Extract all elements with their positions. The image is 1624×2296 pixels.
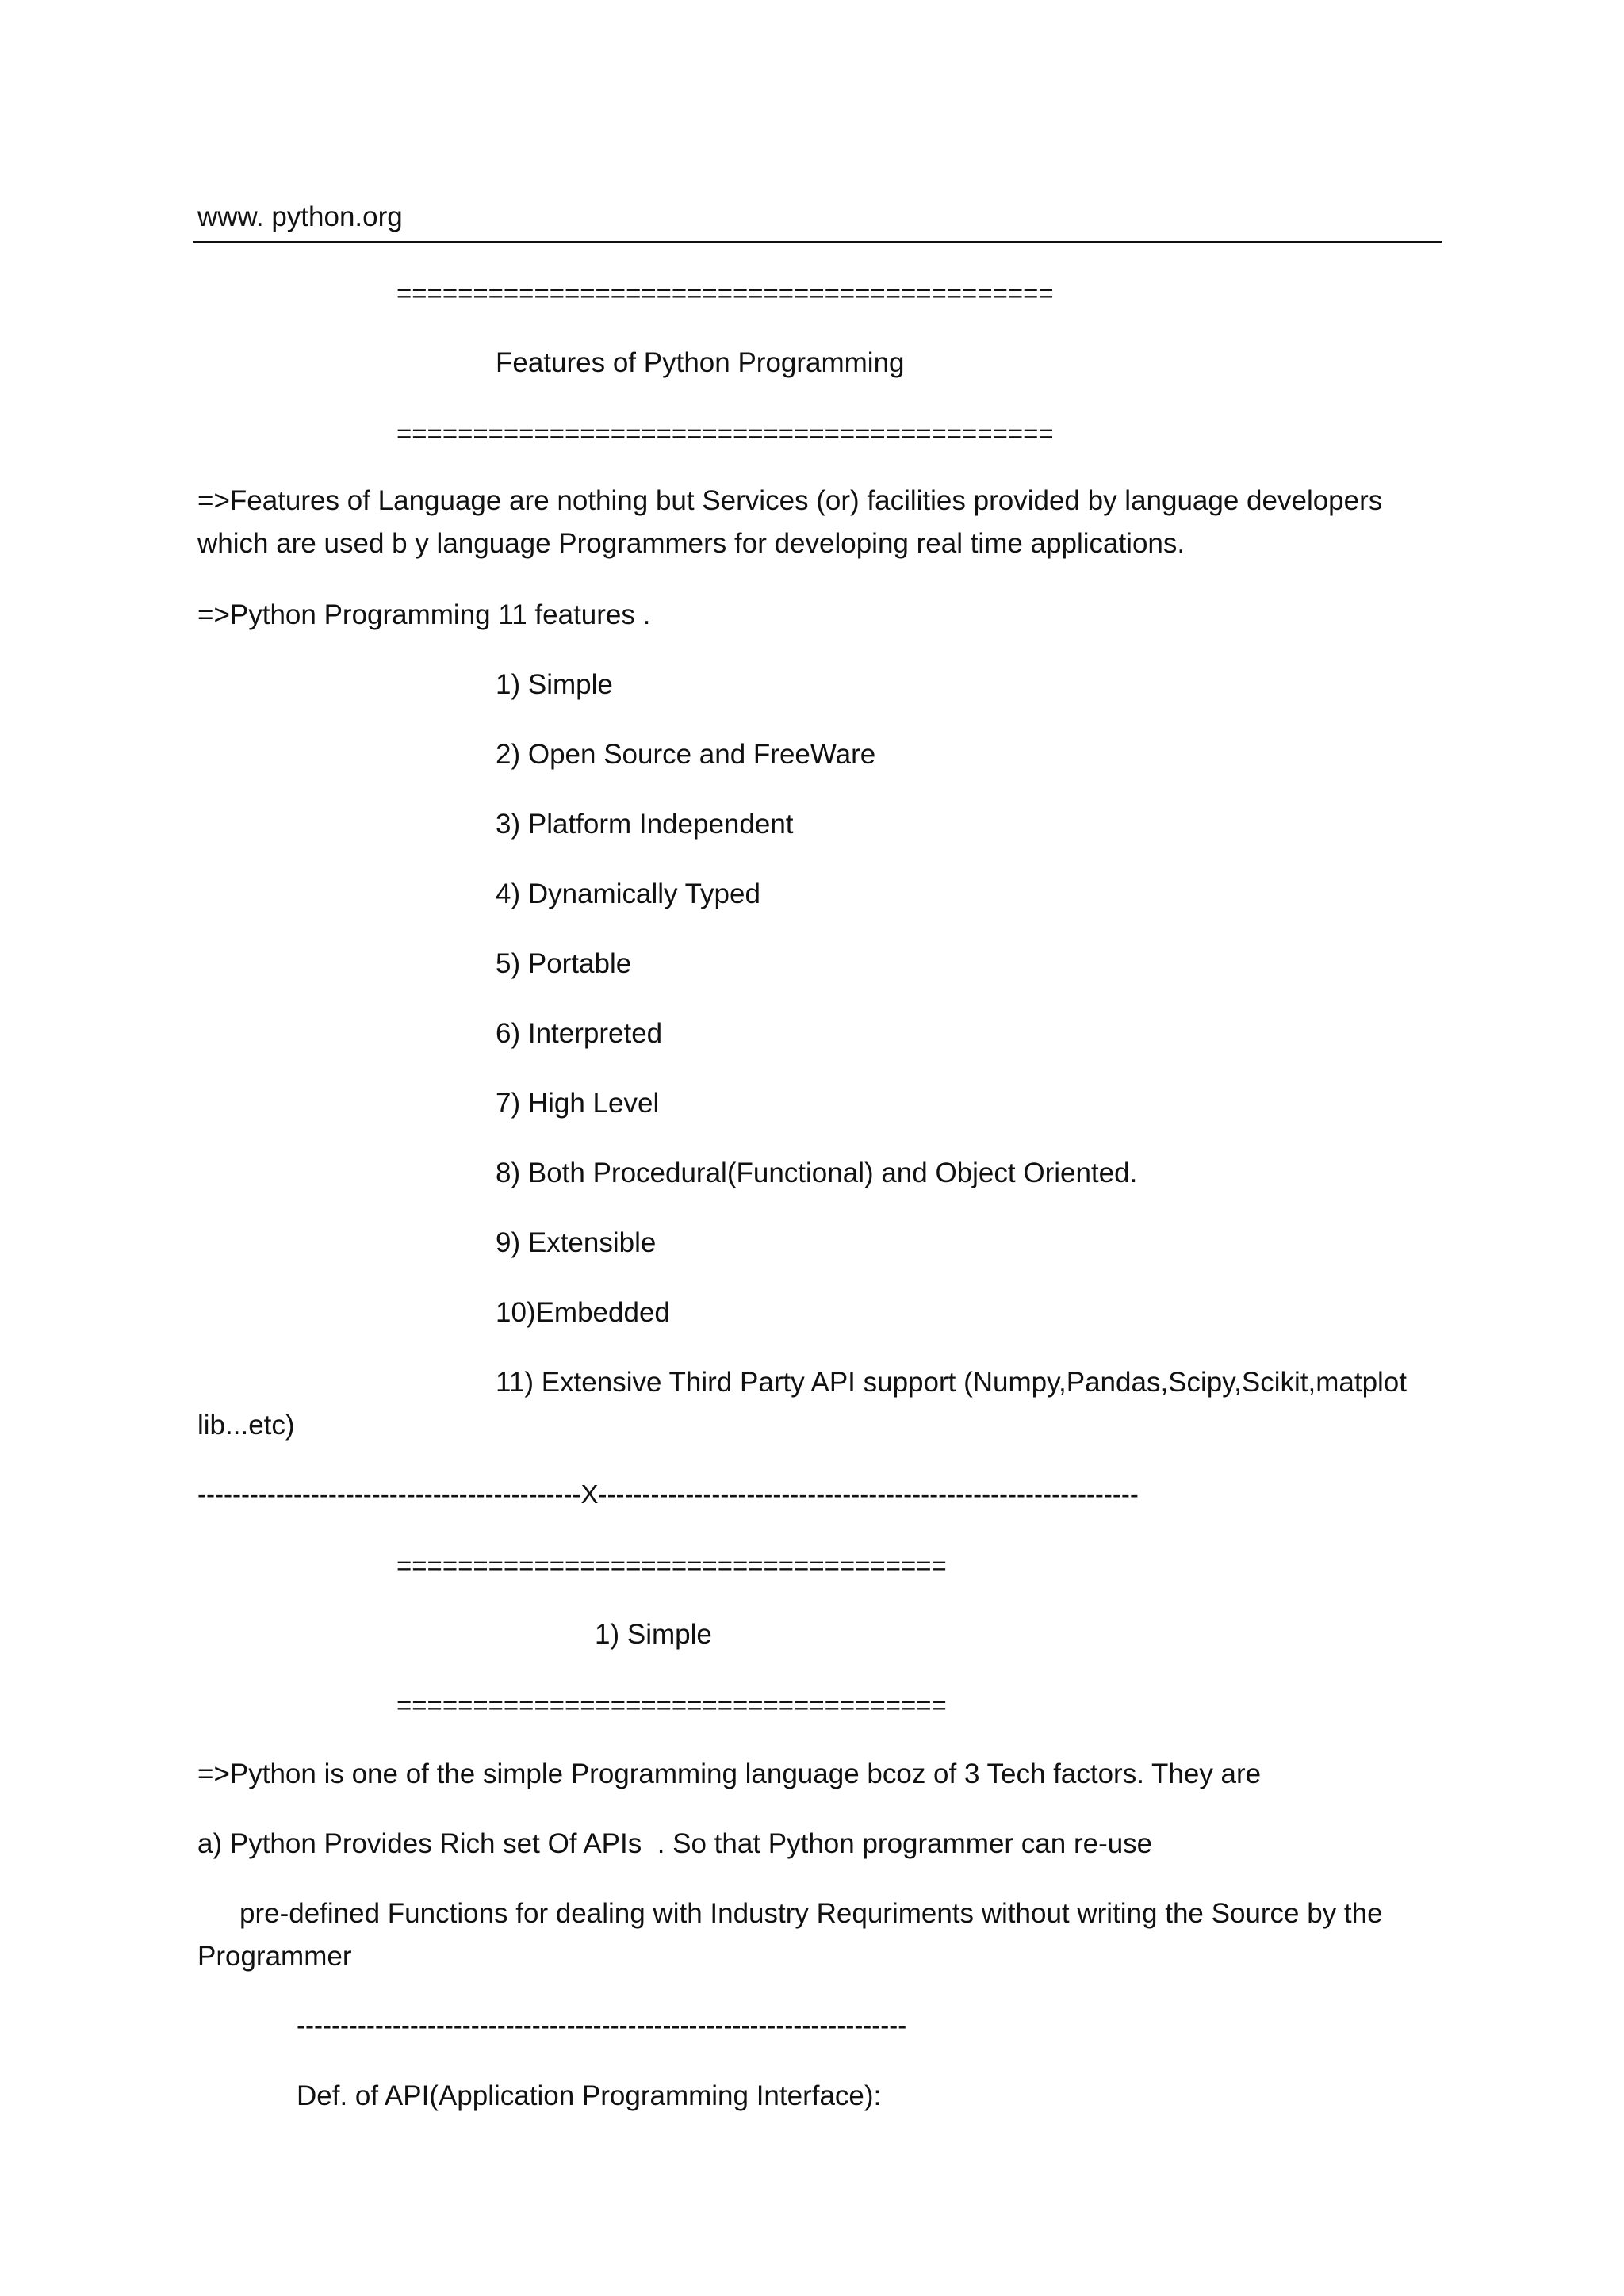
list-item: 3) Platform Independent [496,809,794,840]
section-rule-bottom: ==================================== [396,1690,947,1720]
list-item: 7) High Level [496,1088,660,1119]
list-item: 4) Dynamically Typed [496,878,760,909]
list-item: 1) Simple [496,669,613,700]
list-item: 6) Interpreted [496,1018,663,1049]
features-count: =>Python Programming 11 features . [197,599,651,630]
list-item: 2) Open Source and FreeWare [496,739,876,770]
predefined-paragraph-wrap: Programmer [197,1941,352,1972]
section-rule-top: ==================================== [396,1551,947,1580]
list-item: 5) Portable [496,948,632,979]
section-rule-bottom: =========================================== [396,419,1054,448]
list-item: 10)Embedded [496,1297,670,1328]
apis-paragraph: a) Python Provides Rich set Of APIs . So that Python programmer can re-use [197,1828,1153,1859]
list-item-wrap: lib...etc) [197,1410,295,1441]
list-item: 9) Extensible [496,1227,657,1258]
section-title: 1) Simple [595,1619,712,1650]
section-rule-top: =========================================== [396,278,1054,308]
intro-paragraph: =>Features of Language are nothing but Services (or) facilities provided by language developers which are used b y language Programmers for developing real time applications. [197,485,1383,559]
header-rule [193,241,1442,243]
section-divider: --------------------------------------------X-------------------------------------------------------------- [197,1479,1139,1509]
dash-divider: ---------------------------------------------------------------------- [297,2011,907,2040]
list-item: 8) Both Procedural(Functional) and Object Oriented. [496,1158,1138,1188]
api-definition-heading: Def. of API(Application Programming Interface): [297,2080,882,2111]
section-title: Features of Python Programming [496,347,905,378]
list-item: 11) Extensive Third Party API support (Numpy,Pandas,Scipy,Scikit,matplot [496,1367,1408,1398]
simple-paragraph: =>Python is one of the simple Programming language bcoz of 3 Tech factors. They are [197,1758,1262,1789]
predefined-paragraph: pre-defined Functions for dealing with Industry Requriments without writing the Source by the [239,1898,1383,1929]
header-url: www. python.org [197,201,403,232]
